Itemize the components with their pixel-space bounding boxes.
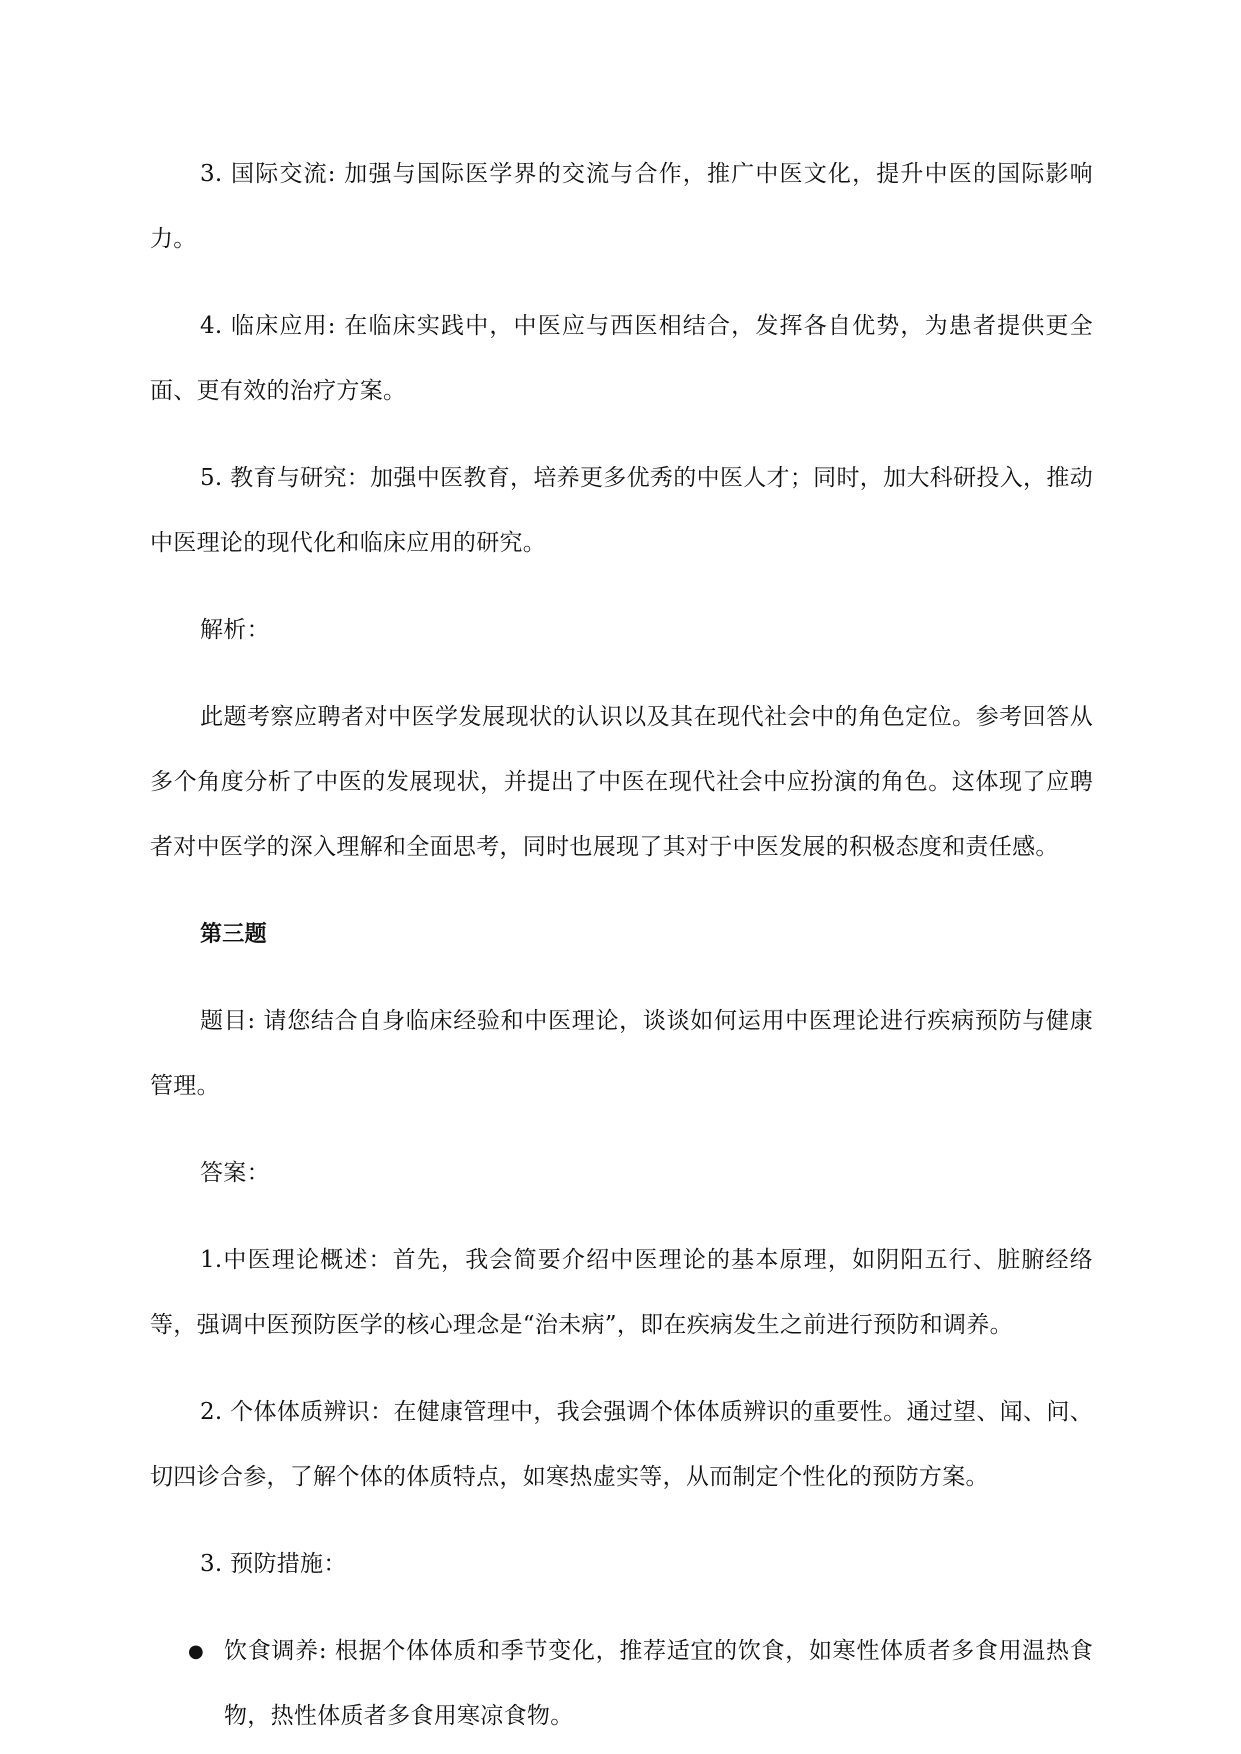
paragraph-prevention-measures: 3. 预防措施： [200,1551,347,1577]
question-text: 题目: 请您结合自身临床经验和中医理论，谈谈如何运用中医理论进行疾病预防与健康管理。 [150,1008,1093,1099]
paragraph-tcm-theory-overview: 1.中医理论概述：首先，我会简要介绍中医理论的基本原理，如阴阳五行、脏腑经络等，强调中医预防医学的核心理念是“治未病”，即在疾病发生之前进行预防和调养。 [150,1247,1093,1338]
paragraph-constitution-identification: 2. 个体体质辨识：在健康管理中，我会强调个体体质辨识的重要性。通过望、闻、问、切四诊合参，了解个体的体质特点，如寒热虚实等，从而制定个性化的预防方案。 [150,1399,1093,1490]
bullet-item-diet [150,1619,1093,1749]
paragraph-education-research: 5. 教育与研究：加强中医教育，培养更多优秀的中医人才；同时，加大科研投入，推动中医理论的现代化和临床应用的研究。 [150,465,1093,556]
question-three-heading: 第三题 [200,922,267,947]
bullet-item-text: 饮食调养: 根据个体体质和季节变化，推荐适宜的饮食，如寒性体质者多食用温热食物，热性体质者多食用寒凉食物。 [224,1638,1093,1729]
paragraph-international-exchange: 3. 国际交流: 加强与国际医学界的交流与合作，推广中医文化，提升中医的国际影响力。 [150,161,1093,252]
answer-label: 答案： [200,1160,270,1186]
analysis-text: 此题考察应聘者对中医学发展现状的认识以及其在现代社会中的角色定位。参考回答从多个角度分析了中医的发展现状，并提出了中医在现代社会中应扮演的角色。这体现了应聘者对中医学的深入理解和全面思考，同时也展现了其对于中医发展的积极态度和责任感。 [150,704,1093,860]
analysis-label: 解析： [200,617,270,643]
paragraph-clinical-application: 4. 临床应用: 在临床实践中，中医应与西医相结合，发挥各自优势，为患者提供更全面、更有效的治疗方案。 [150,313,1093,404]
bullet-dot-icon: ● [188,1641,205,1662]
